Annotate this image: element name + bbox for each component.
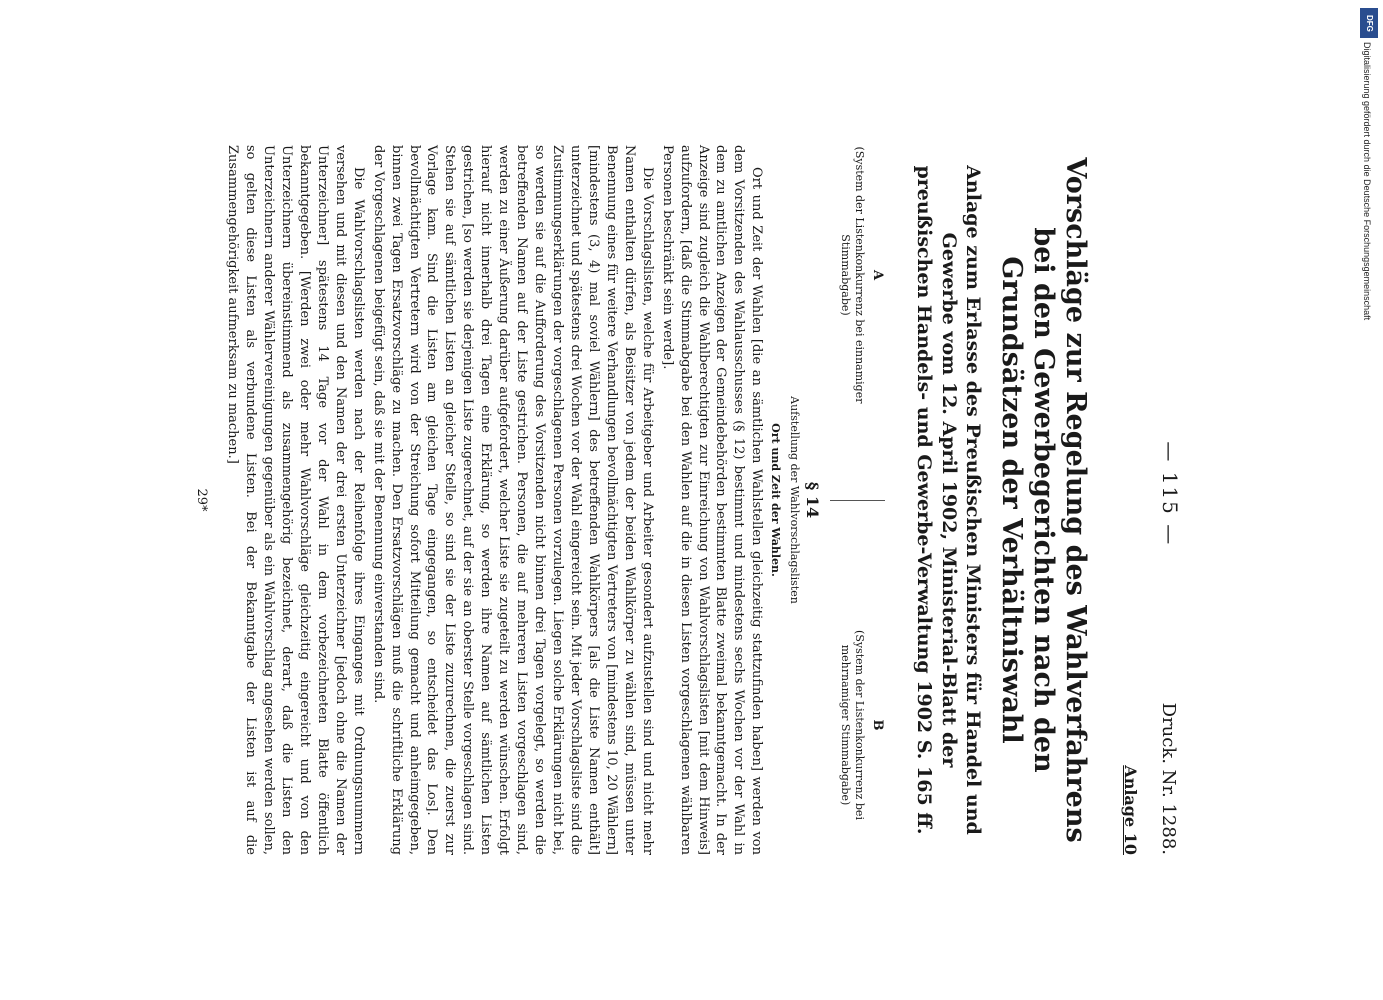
- body-paragraph: Die Vorschlagslisten, welche für Arbeitgeber und Arbeiter gesondert aufzustellen sind und nicht mehr Namen enthalten dürfen, als Beisitzer von jedem der beiden Wahlkörper zu wählen sind, müssen unter Benennung eines für weitere Verhandlungen bevollmächtigten Vertreters von [mindestens 10, 20 Wählern] [mindestens (3, 4) mal soviel Wählern] des betreffenden Wahlkörpers [als die Liste Namen enthält] unterzeichnet und spätestens drei Wochen vor der Wahl eingereicht sein. Mit jeder Vorschlagsliste sind die Zustimmungserklärungen der vorgeschlagenen Personen vorzulegen. Liegen solche Erklärungen nicht bei, so werden sie auf die Aufforderung des Vorsitzenden nicht binnen drei Tagen vorgelegt, so werden die betreffenden Namen auf der Liste gestrichen. Personen, die auf mehreren Listen vorgeschlagen sind, werden zu einer Äußerung darüber aufgefordert, welcher Liste sie zugeteilt zu werden wünschen. Erfolgt hierauf nicht innerhalb drei Tagen eine Erklärung, so werden ihre Namen auf sämtlichen Listen gestrichen, [so werden sie derjenigen Liste zugerechnet, auf der sie an oberster Stelle vorgeschlagen sind. Stehen sie auf sämtlichen Listen an gleicher Stelle, so sind sie der Liste zuzurechnen, die zuerst zur Vorlage kam. Sind die Listen am gleichen Tage eingegangen, so entscheidet das Los]. Den bevollmächtigten Vertretern wird von der Streichung sofort Mitteilung gemacht und anheimgegeben, binnen zwei Tagen Ersatzvorschläge zu machen. Den Ersatzvorschlägen muß die schriftliche Erklärung der Vorgeschlagenen beigefügt sein, daß sie mit der Benennung einverstanden sind.: [370, 145, 655, 855]
- body-paragraph: Ort und Zeit der Wahlen [die an sämtlichen Wahlstellen gleichzeitig stattzufinden haben] werden von dem Vorsitzenden des Wahlausschusses (§ 12) bestimmt und mindestens sechs Wochen vor der Wahl in dem zu amtlichen Anzeigen der Gemeindebehörden bestimmten Blatte zweimal bekanntgemacht. In der Anzeige sind zugleich die Wahlberechtigten zur Einreichung von Wahlvorschlagslisten [mit dem Hinweis] aufzufordern, [daß die Stimmabgabe bei den Wahlen auf die in diesen Listen vorgeschlagenen wählbaren Personen beschränkt sein werde].: [659, 145, 764, 855]
- column-divider: [830, 500, 885, 501]
- section-title: Aufstellung der Wahlvorschlagslisten: [787, 396, 801, 604]
- page-number: — 115 —: [1157, 441, 1182, 547]
- dfg-logo: DFG: [1360, 8, 1378, 38]
- page-header: [1158, 145, 1182, 855]
- column-a-letter: A: [869, 269, 885, 281]
- sheet-number: 29*: [193, 488, 209, 512]
- document-title: Vorschläge zur Regelung des Wahlverfahrens bei den Gewerbegerichten nach den Grundsätzen der Verhältniswahl: [995, 157, 1091, 843]
- column-b-letter: B: [869, 719, 885, 731]
- column-a: [830, 145, 885, 405]
- body-paragraph: Die Wahlvorschlagslisten werden nach der Reihenfolge ihres Einganges mit Ordnungsnummern versehen und mit diesen und den Namen der drei ersten Unterzeichner [jedoch ohne die Namen der Unterzeichner] spätestens 14 Tage vor der Wahl in dem vorbezeichneten Blatte öffentlich bekanntgegeben. [Werden zwei oder mehr Wahlvorschläge gleichzeitig eingereicht und von den Unterzeichnern übereinstimmend als zusammengehörig bezeichnet, derart, daß die Listen den Unterzeichnern anderer Wählervereinigungen gegenüber als ein Wahlvorschlag angesehen werden sollen, so gelten diese Listen als verbundene Listen. Bei der Bekanntgabe der Listen ist auf die Zusammengehörigkeit aufmerksam zu machen.]: [224, 145, 366, 855]
- section-rubric: Ort und Zeit der Wahlen.: [768, 423, 782, 577]
- watermark-text: Digitalisierung gefördert durch die Deutsche Forschungsgemeinschaft: [1362, 42, 1372, 321]
- print-number: Druck. Nr. 1288.: [1157, 702, 1179, 855]
- column-b: [830, 595, 885, 855]
- column-b-text: (System der Listenkonkurrenz bei mehrnamiger Stimmabgabe): [838, 630, 866, 820]
- annex-label: Anlage 10: [1120, 765, 1140, 855]
- document-subtitle: Anlage zum Erlasse des Preußischen Ministers für Handel und Gewerbe vom 12. April 1902, Ministerial-Blatt der preußischen Handels- und Gewerbe-Verwaltung 1902 S. 165 ff.: [912, 165, 984, 835]
- scanned-page: [142, 105, 1242, 895]
- system-columns: [830, 145, 885, 855]
- column-a-text: (System der Listenkonkurrenz bei einnamiger Stimmabgabe): [838, 146, 866, 404]
- section-number: § 14: [802, 481, 822, 519]
- digitization-watermark: [1360, 8, 1380, 992]
